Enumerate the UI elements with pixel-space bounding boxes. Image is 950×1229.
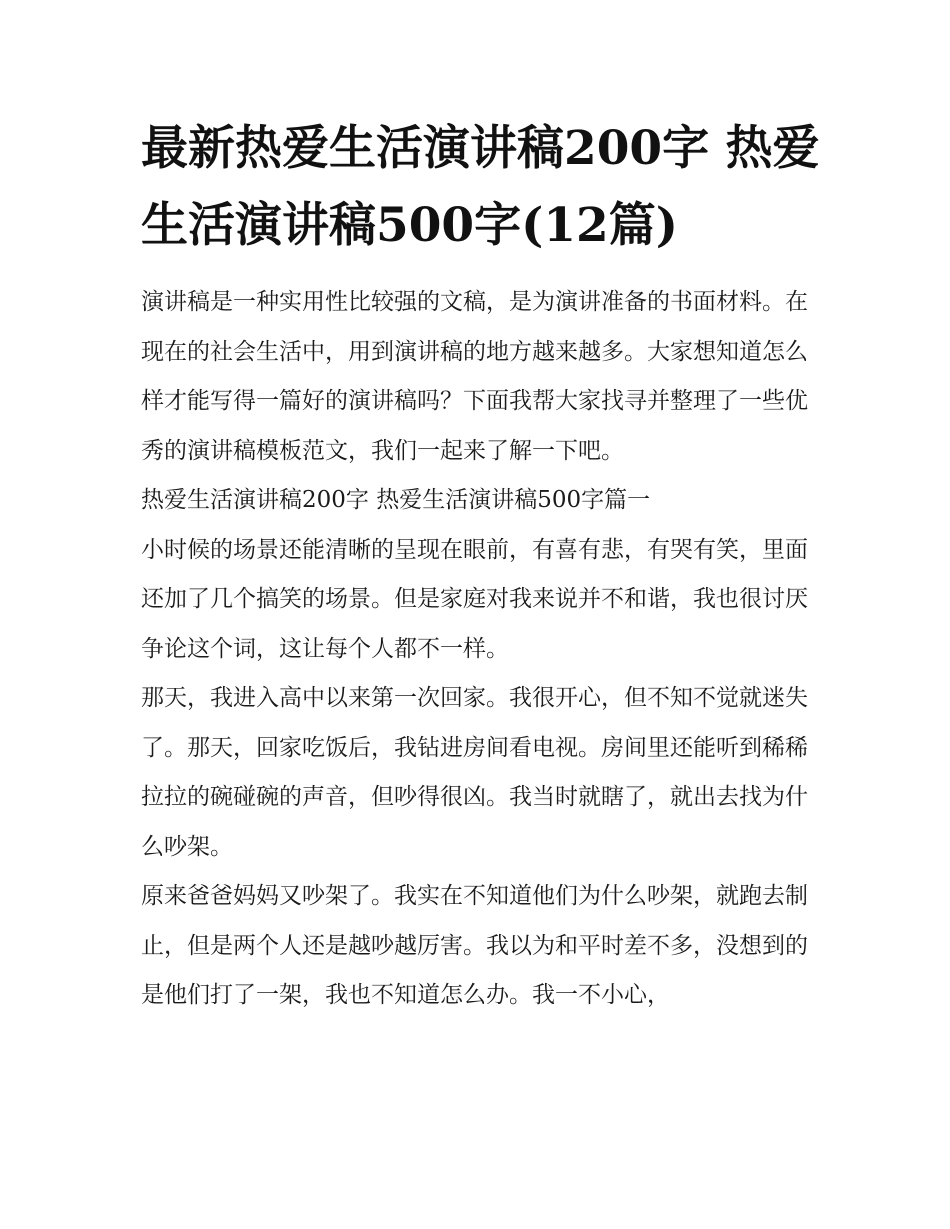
document-body [141,278,813,1021]
body-paragraph: 小时候的场景还能清晰的呈现在眼前，有喜有悲，有哭有笑，里面还加了几个搞笑的场景。但是家庭对我来说并不和谐，我也很讨厌争论这个词，这让每个人都不一样。 [141,536,808,662]
document-title: 最新热爱生活演讲稿200字 热爱生活演讲稿500字(12篇) [141,121,820,253]
body-paragraph: 原来爸爸妈妈又吵架了。我实在不知道他们为什么吵架，就跑去制止，但是两个人还是越吵越厉害。我以为和平时差不多，没想到的是他们打了一架，我也不知道怎么办。我一不小心， [141,883,808,1008]
intro-paragraph: 演讲稿是一种实用性比较强的文稿，是为演讲准备的书面材料。在现在的社会生活中，用到演讲稿的地方越来越多。大家想知道怎么样才能写得一篇好的演讲稿吗？下面我帮大家找寻并整理了一些优秀的演讲稿模板范文，我们一起来了解一下吧。 [141,289,808,464]
body-paragraph: 那天，我进入高中以来第一次回家。我很开心，但不知不觉就迷失了。那天，回家吃饭后，我钻进房间看电视。房间里还能听到稀稀拉拉的碗碰碗的声音，但吵得很凶。我当时就瞎了，就出去找为什么吵架。 [141,685,808,860]
section-heading: 热爱生活演讲稿200字 热爱生活演讲稿500字篇一 [141,487,651,513]
